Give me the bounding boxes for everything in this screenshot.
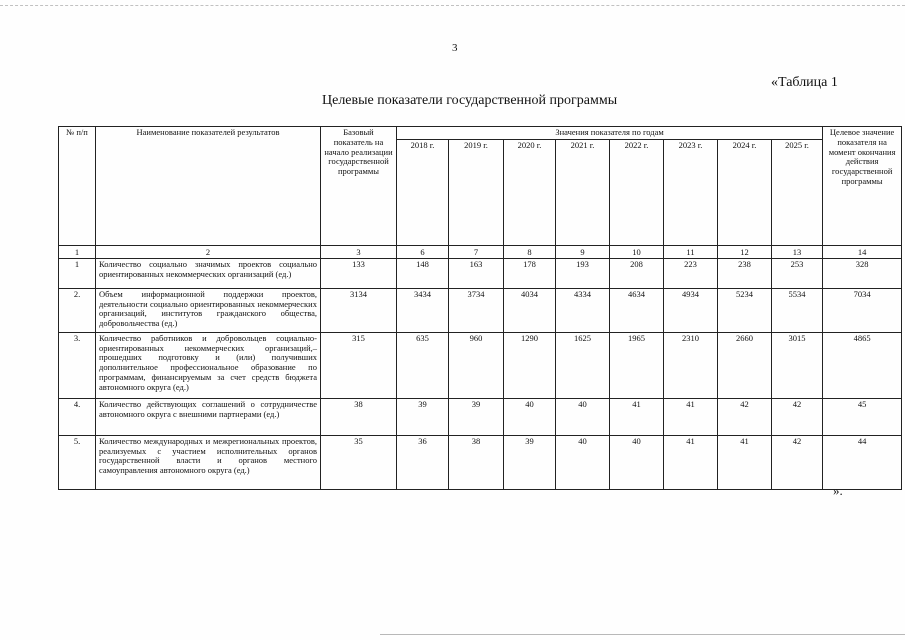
row-value: 38: [449, 435, 504, 489]
table-row: [59, 435, 902, 489]
row-value: 2310: [664, 332, 718, 398]
column-number: 1: [59, 245, 96, 258]
header-num: № п/п: [59, 127, 96, 246]
column-number: 13: [772, 245, 823, 258]
row-name: Количество международных и межрегиональных проектов, реализуемых с участием исполнительных органов государственной власти и органов местного самоуправления автономного округа (ед.): [96, 435, 321, 489]
row-num: 1: [59, 258, 96, 288]
document-title: Целевые показатели государственной программы: [322, 93, 618, 108]
column-number: 6: [397, 245, 449, 258]
column-number: 12: [718, 245, 772, 258]
scan-edge-bottom: [380, 634, 905, 635]
header-year: 2023 г.: [664, 139, 718, 245]
row-value: 193: [556, 258, 610, 288]
table-row: [59, 258, 902, 288]
row-value: 1290: [504, 332, 556, 398]
row-value: 42: [718, 398, 772, 435]
header-year: 2021 г.: [556, 139, 610, 245]
row-base: 3134: [321, 288, 397, 332]
row-value: 2660: [718, 332, 772, 398]
row-value: 178: [504, 258, 556, 288]
column-number-row: [59, 245, 902, 258]
row-target: 44: [823, 435, 902, 489]
row-value: 4934: [664, 288, 718, 332]
column-number: 11: [664, 245, 718, 258]
row-value: 39: [504, 435, 556, 489]
row-value: 3015: [772, 332, 823, 398]
header-year: 2020 г.: [504, 139, 556, 245]
column-number: 8: [504, 245, 556, 258]
row-value: 253: [772, 258, 823, 288]
row-value: 40: [504, 398, 556, 435]
row-value: 163: [449, 258, 504, 288]
column-number: 3: [321, 245, 397, 258]
row-value: 3434: [397, 288, 449, 332]
row-num: 5.: [59, 435, 96, 489]
table-row: [59, 332, 902, 398]
header-name: Наименование показателей результатов: [96, 127, 321, 246]
row-value: 635: [397, 332, 449, 398]
row-value: 1965: [610, 332, 664, 398]
row-value: 39: [449, 398, 504, 435]
page-number: 3: [452, 42, 458, 54]
row-base: 133: [321, 258, 397, 288]
closing-quote: ».: [833, 483, 843, 498]
scan-edge-top: [0, 5, 905, 6]
row-value: 40: [610, 435, 664, 489]
header-target: Целевое значение показателя на момент окончания действия государственной программы: [823, 127, 902, 246]
row-value: 960: [449, 332, 504, 398]
header-year: 2025 г.: [772, 139, 823, 245]
column-number: 7: [449, 245, 504, 258]
row-name: Объем информационной поддержки проектов, деятельности социально ориентированных некоммерческих организаций, институтов гражданского общества, добровольчества (ед.): [96, 288, 321, 332]
row-target: 4865: [823, 332, 902, 398]
row-target: 7034: [823, 288, 902, 332]
row-value: 238: [718, 258, 772, 288]
row-value: 1625: [556, 332, 610, 398]
row-value: 40: [556, 435, 610, 489]
row-value: 41: [664, 435, 718, 489]
row-value: 36: [397, 435, 449, 489]
column-number: 10: [610, 245, 664, 258]
header-values-group: Значения показателя по годам: [397, 127, 823, 140]
indicators-table: [58, 126, 902, 490]
row-name: Количество действующих соглашений о сотрудничестве автономного округа с внешними партнерами (ед.): [96, 398, 321, 435]
row-name: Количество работников и добровольцев социально-ориентированных некоммерческих организаций,–прошедших подготовку и (или) получивших дополнительное профессиональное образование по программам, финансируемым за счет средств бюджета автономного округа (ед.): [96, 332, 321, 398]
table-row: [59, 288, 902, 332]
row-value: 4634: [610, 288, 664, 332]
row-num: 4.: [59, 398, 96, 435]
header-row-group: [59, 127, 902, 140]
column-number: 14: [823, 245, 902, 258]
header-year: 2022 г.: [610, 139, 664, 245]
header-base: Базовый показатель на начало реализации государственной программы: [321, 127, 397, 246]
row-value: 42: [772, 435, 823, 489]
row-num: 3.: [59, 332, 96, 398]
row-base: 38: [321, 398, 397, 435]
row-value: 41: [610, 398, 664, 435]
table-label: «Таблица 1: [771, 75, 838, 90]
table-row: [59, 398, 902, 435]
row-base: 315: [321, 332, 397, 398]
header-year: 2024 г.: [718, 139, 772, 245]
row-name: Количество социально значимых проектов социально ориентированных некоммерческих организаций (ед.): [96, 258, 321, 288]
row-target: 45: [823, 398, 902, 435]
row-value: 39: [397, 398, 449, 435]
row-value: 4334: [556, 288, 610, 332]
row-value: 41: [664, 398, 718, 435]
row-target: 328: [823, 258, 902, 288]
header-year: 2019 г.: [449, 139, 504, 245]
row-value: 148: [397, 258, 449, 288]
row-value: 3734: [449, 288, 504, 332]
row-value: 5234: [718, 288, 772, 332]
row-base: 35: [321, 435, 397, 489]
row-value: 4034: [504, 288, 556, 332]
row-value: 41: [718, 435, 772, 489]
row-value: 42: [772, 398, 823, 435]
row-value: 208: [610, 258, 664, 288]
row-num: 2.: [59, 288, 96, 332]
row-value: 5534: [772, 288, 823, 332]
column-number: 9: [556, 245, 610, 258]
row-value: 223: [664, 258, 718, 288]
row-value: 40: [556, 398, 610, 435]
column-number: 2: [96, 245, 321, 258]
header-year: 2018 г.: [397, 139, 449, 245]
